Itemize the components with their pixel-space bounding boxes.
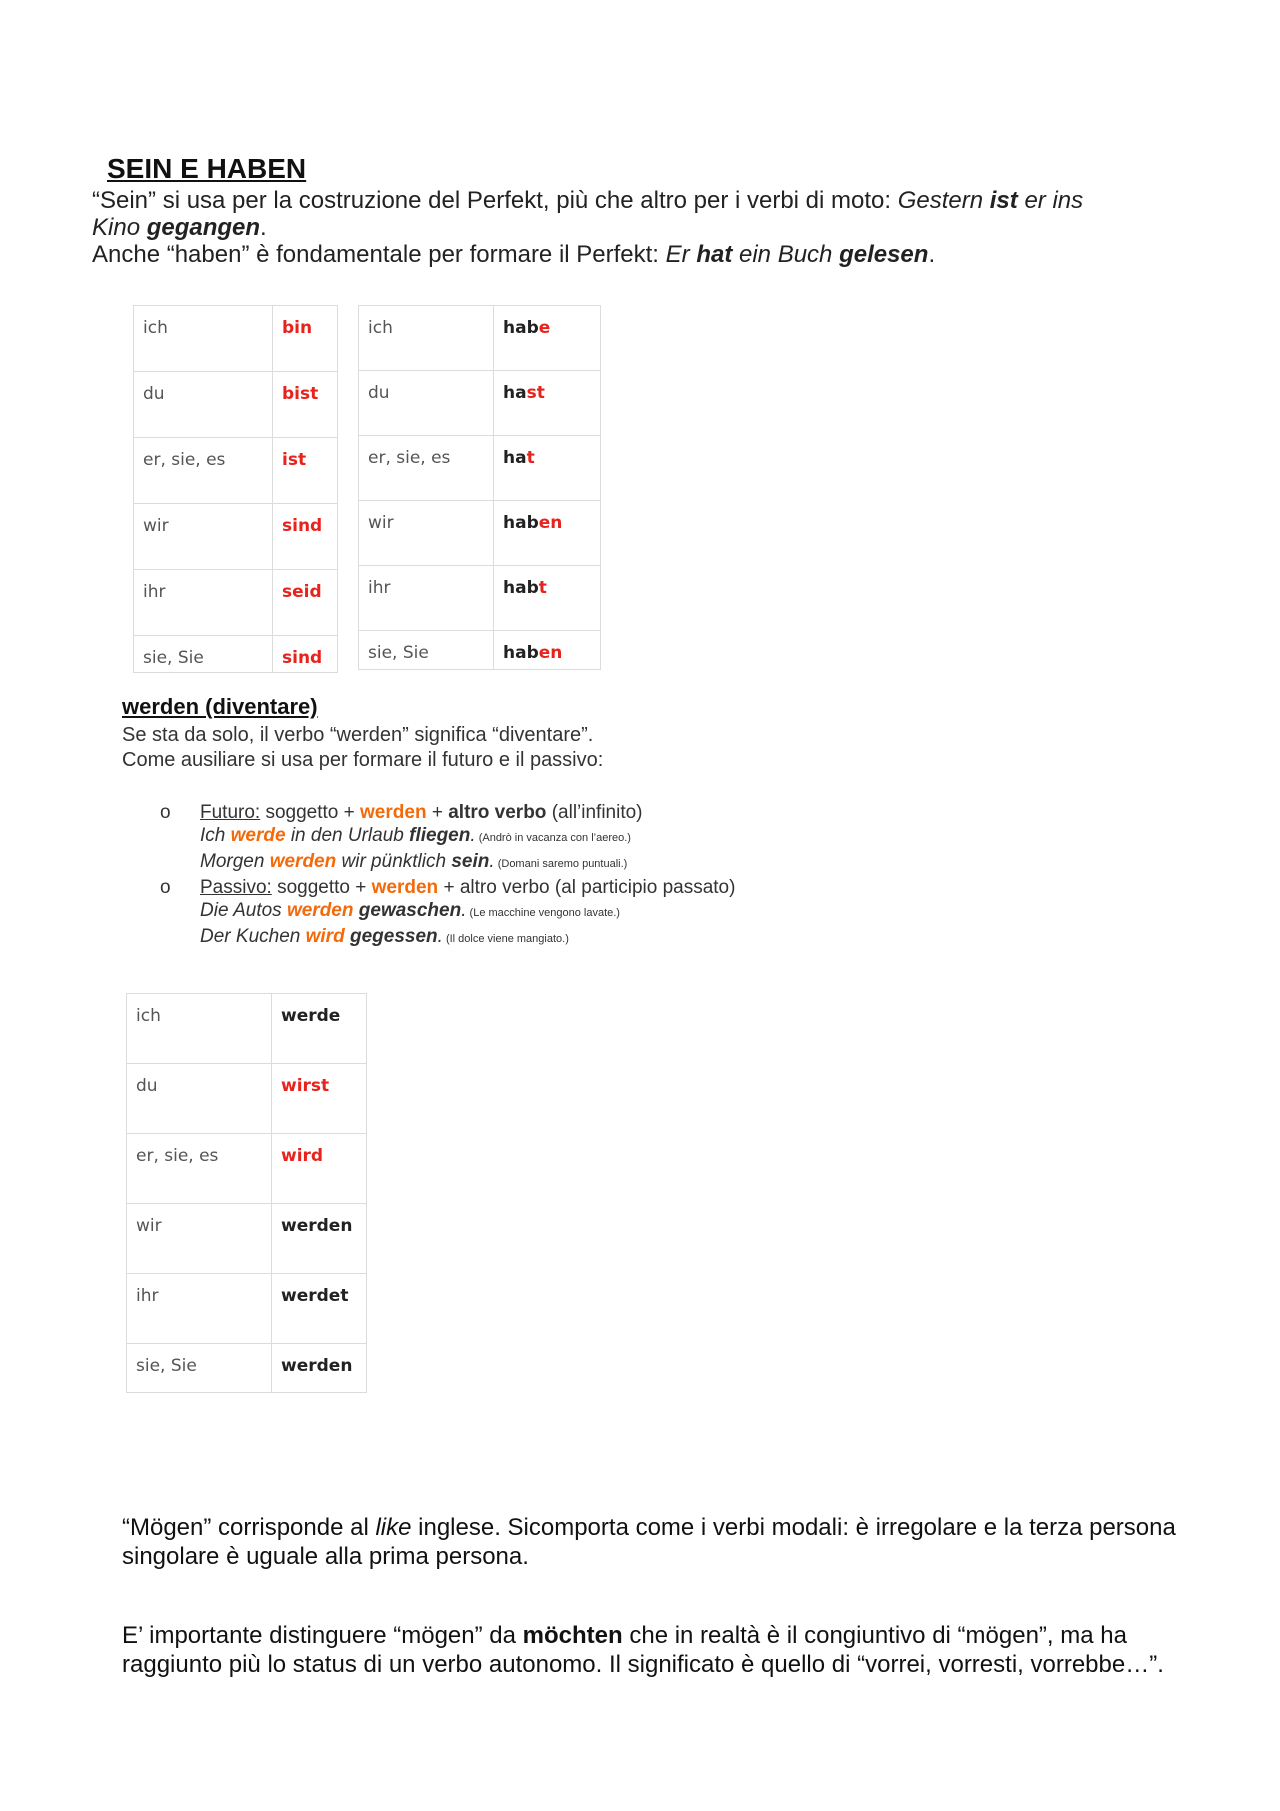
verb-cell: werden [272, 1204, 367, 1274]
example-futuro-2: Morgen werden wir pünktlich sein. (Domani saremo puntuali.) [200, 851, 628, 872]
verb-cell: bist [273, 372, 338, 438]
pronoun-cell: wir [359, 501, 494, 566]
list-item-passivo: o Passivo: soggetto + werden + altro verbo (al participio passato) [160, 877, 736, 898]
table-row [359, 631, 601, 670]
moegen-paragraph: “Mögen” corrisponde al like inglese. Sicomporta come i verbi modali: è irregolare e la terza persona singolare è uguale alla prima persona. [122, 1514, 1176, 1570]
verb-cell: wird [272, 1134, 367, 1204]
example-futuro-1: Ich werde in den Urlaub fliegen. (Andrò in vacanza con l’aereo.) [200, 825, 631, 846]
pronoun-cell: ich [127, 994, 272, 1064]
werden-conjugation-table [126, 993, 367, 1393]
pronoun-cell: sie, Sie [134, 636, 273, 673]
page-title: SEIN E HABEN [107, 153, 307, 184]
table-row [127, 1274, 367, 1344]
table-row [134, 438, 338, 504]
werden-usage-list [160, 801, 735, 951]
table-row [134, 570, 338, 636]
table-row [134, 504, 338, 570]
table-row [127, 994, 367, 1064]
pronoun-cell: ihr [134, 570, 273, 636]
werden-title: werden (diventare) [122, 694, 318, 719]
pronoun-cell: ich [359, 306, 494, 371]
pronoun-cell: er, sie, es [134, 438, 273, 504]
pronoun-cell: ihr [127, 1274, 272, 1344]
pronoun-cell: sie, Sie [127, 1344, 272, 1393]
example-passivo-2: Der Kuchen wird gegessen. (Il dolce viene mangiato.) [200, 926, 569, 947]
verb-cell: wirst [272, 1064, 367, 1134]
table-row [127, 1134, 367, 1204]
verb-cell: bin [273, 306, 338, 372]
table-row [127, 1204, 367, 1274]
verb-cell: werde [272, 994, 367, 1064]
verb-cell: hat [494, 436, 601, 501]
table-row [359, 306, 601, 371]
pronoun-cell: wir [134, 504, 273, 570]
pronoun-cell: du [359, 371, 494, 436]
list-item-futuro: o Futuro: soggetto + werden + altro verbo (all’infinito) [160, 802, 643, 823]
table-row [134, 372, 338, 438]
verb-cell: werden [272, 1344, 367, 1393]
table-row [134, 636, 338, 673]
table-row [134, 306, 338, 372]
verb-cell: seid [273, 570, 338, 636]
haben-intro: Anche “haben” è fondamentale per formare il Perfekt: Er hat ein Buch gelesen. [92, 241, 936, 268]
haben-conjugation-table [358, 305, 601, 670]
verb-cell: sind [273, 636, 338, 673]
pronoun-cell: wir [127, 1204, 272, 1274]
verb-cell: haben [494, 501, 601, 566]
sein-intro: “Sein” si usa per la costruzione del Perfekt, più che altro per i verbi di moto: Gestern ist er ins Kino gegangen. [92, 187, 1084, 241]
pronoun-cell: er, sie, es [359, 436, 494, 501]
verb-cell: haben [494, 631, 601, 670]
table-row [127, 1064, 367, 1134]
verb-cell: sind [273, 504, 338, 570]
table-row [359, 371, 601, 436]
pronoun-cell: sie, Sie [359, 631, 494, 670]
pronoun-cell: er, sie, es [127, 1134, 272, 1204]
table-row [359, 566, 601, 631]
pronoun-cell: du [127, 1064, 272, 1134]
verb-cell: hast [494, 371, 601, 436]
verb-cell: ist [273, 438, 338, 504]
moechten-paragraph: E’ importante distinguere “mögen” da möchten che in realtà è il congiuntivo di “mögen”, ma ha raggiunto più lo status di un verbo autonomo. Il significato è quello di “vorrei, vorresti, vorrebbe…”. [122, 1622, 1164, 1678]
werden-description: Se sta da solo, il verbo “werden” significa “diventare”. Come ausiliare si usa per formare il futuro e il passivo: [122, 724, 604, 771]
table-row [127, 1344, 367, 1393]
example-passivo-1: Die Autos werden gewaschen. (Le macchine vengono lavate.) [200, 900, 620, 921]
verb-cell: habe [494, 306, 601, 371]
table-row [359, 436, 601, 501]
table-row [359, 501, 601, 566]
verb-cell: werdet [272, 1274, 367, 1344]
verb-cell: habt [494, 566, 601, 631]
pronoun-cell: ich [134, 306, 273, 372]
sein-conjugation-table [133, 305, 338, 673]
pronoun-cell: du [134, 372, 273, 438]
pronoun-cell: ihr [359, 566, 494, 631]
